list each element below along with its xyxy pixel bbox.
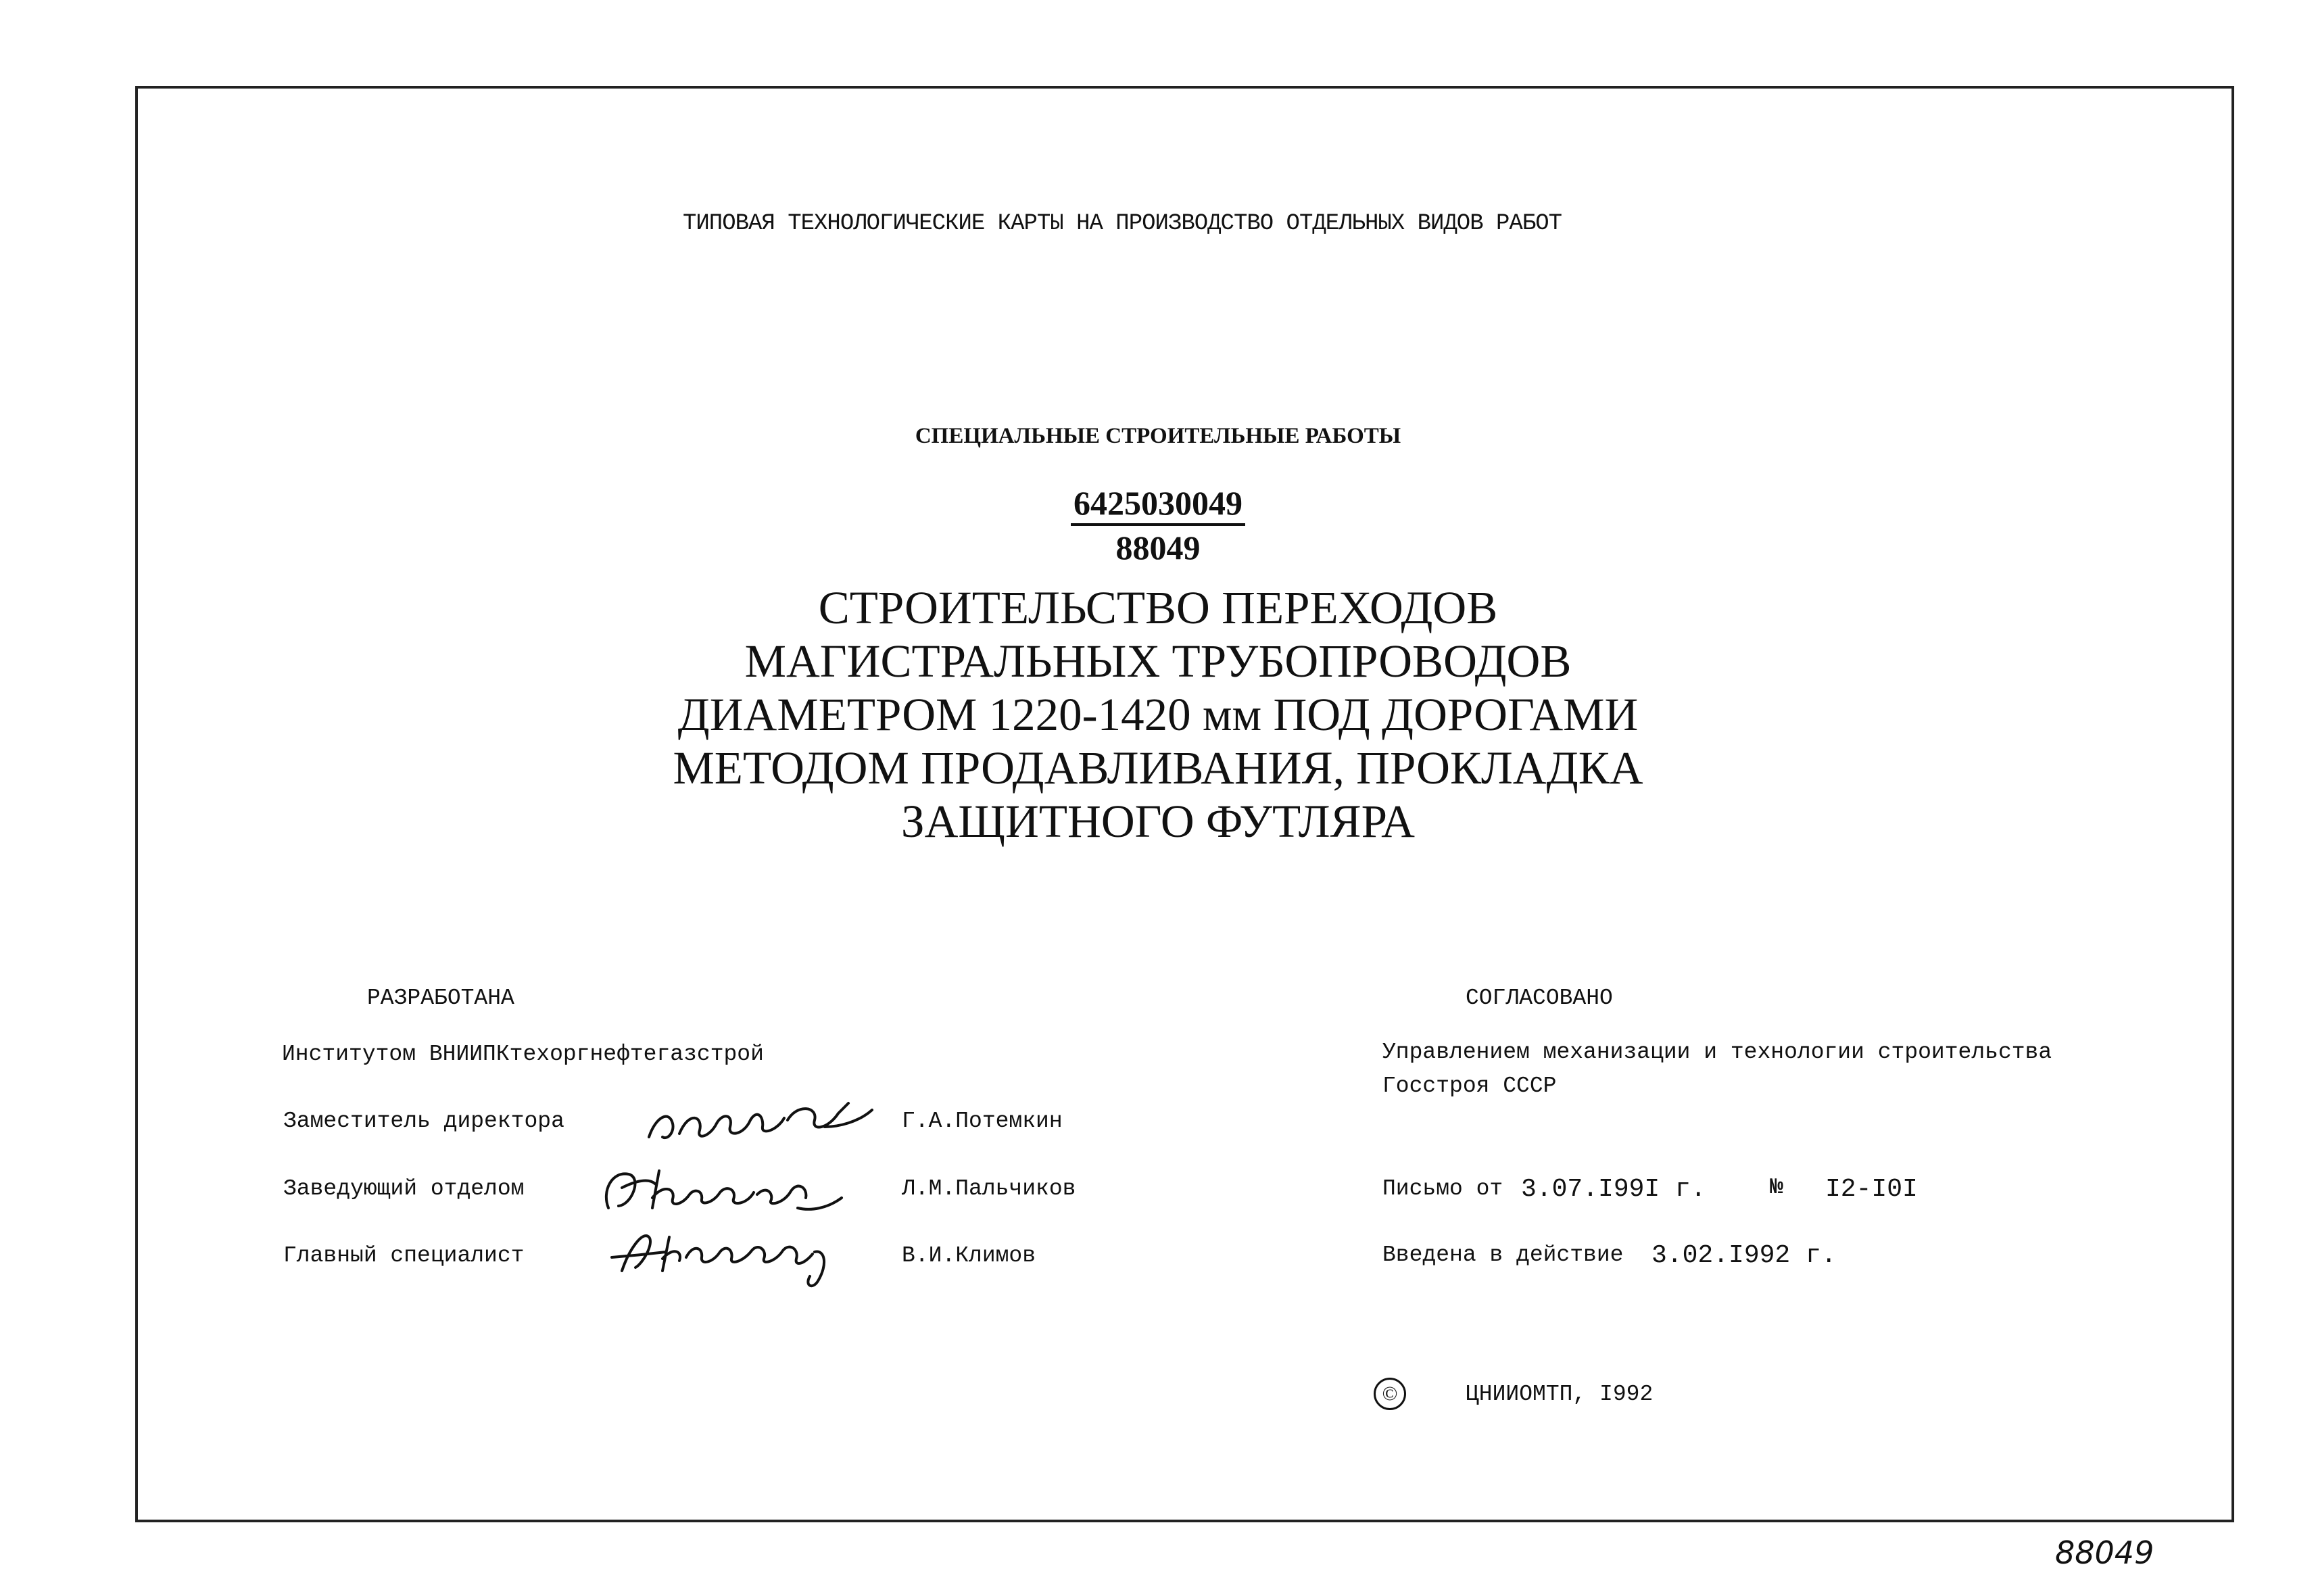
signatory-name: В.И.Климов: [902, 1243, 1036, 1268]
document-title: [0, 581, 2316, 848]
copyright-icon: ©: [1374, 1378, 1406, 1410]
title-line: СТРОИТЕЛЬСТВО ПЕРЕХОДОВ: [818, 582, 1498, 633]
signatory-role: Заведующий отделом: [283, 1176, 525, 1201]
title-line: ДИАМЕТРОМ 1220-1420 мм ПОД ДОРОГАМИ: [677, 689, 1639, 740]
title-line: МАГИСТРАЛЬНЫХ ТРУБОПРОВОДОВ: [744, 635, 1572, 687]
agreed-heading: СОГЛАСОВАНО: [1466, 986, 1613, 1011]
agreed-organization-line2: Госстроя СССР: [1382, 1073, 1557, 1098]
signatory-role: Главный специалист: [283, 1243, 525, 1268]
signature-palchikov: [595, 1157, 852, 1225]
signatory-name: Г.А.Потемкин: [902, 1109, 1063, 1134]
code-numerator: 6425030049: [1071, 484, 1245, 526]
copyright-text: ЦНИИОМТП, I992: [1466, 1382, 1654, 1407]
letter-label: Письмо от: [1382, 1176, 1503, 1201]
number-sign: №: [1770, 1175, 1783, 1200]
series-title: ТИПОВАЯ ТЕХНОЛОГИЧЕСКИЕ КАРТЫ НА ПРОИЗВОДСТВО ОТДЕЛЬНЫХ ВИДОВ РАБОТ: [683, 211, 1562, 237]
signatory-role: Заместитель директора: [283, 1109, 564, 1134]
title-line: ЗАЩИТНОГО ФУТЛЯРА: [901, 796, 1415, 847]
effective-date: 3.02.I992 г.: [1651, 1241, 1837, 1270]
developer-institute: Институтом ВНИИПКтехоргнефтегазстрой: [282, 1042, 764, 1067]
agreed-organization: Управлением механизации и технологии строительства: [1382, 1040, 2052, 1065]
work-category: СПЕЦИАЛЬНЫЕ СТРОИТЕЛЬНЫЕ РАБОТЫ: [915, 424, 1401, 448]
signature-potemkin: [642, 1090, 879, 1154]
handwritten-document-number: 88049: [2055, 1534, 2154, 1571]
title-line: МЕТОДОМ ПРОДАВЛИВАНИЯ, ПРОКЛАДКА: [673, 742, 1643, 794]
effective-label: Введена в действие: [1382, 1242, 1624, 1267]
code-denominator: 88049: [1115, 529, 1201, 566]
signature-klimov: [602, 1217, 859, 1298]
letter-number: I2-I0I: [1825, 1175, 1918, 1204]
letter-date: 3.07.I99I г.: [1521, 1175, 1706, 1204]
signatory-name: Л.М.Пальчиков: [902, 1176, 1076, 1201]
document-code: [0, 484, 2316, 568]
developed-heading: РАЗРАБОТАНА: [367, 986, 514, 1011]
